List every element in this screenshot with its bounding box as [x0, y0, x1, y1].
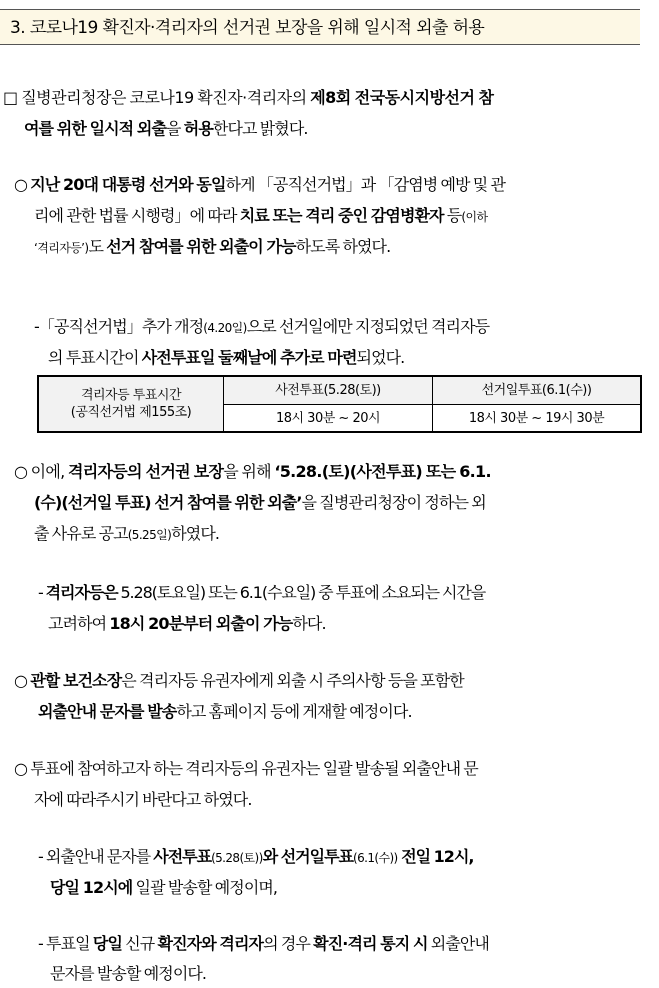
p2-line-2: (수)(선거일 투표) 선거 참여를 위한 외출’을 질병관리청장이 정하는 외: [34, 493, 486, 512]
section-header: [0, 9, 640, 45]
circle-bullet-icon: ○: [14, 671, 28, 690]
section-title: 3. 코로나19 확진자·격리자의 선거권 보장을 위해 일시적 외출 허용: [10, 18, 485, 38]
p3-line-2: 외출안내 문자를 발송하고 홈페이지 등에 게재할 예정이다.: [38, 702, 412, 721]
intro-line-1: □ 질병관리청장은 코로나19 확진자·격리자의 제8회 전국동시지방선거 참: [3, 88, 494, 107]
p4-sub2-line-2: 문자를 발송할 예정이다.: [50, 964, 207, 983]
p2-sub-line-1: - 격리자등은 5.28(토요일) 또는 6.1(수요일) 중 투표에 소요되는 시간을: [38, 583, 486, 602]
p1-sub-line-1: -「공직선거법」추가 개정(4.20일)으로 선거일에만 지정되었던 격리자등: [34, 317, 490, 336]
circle-bullet-icon: ○: [14, 175, 28, 194]
p2-line-3: 출 사유로 공고(5.25일)하였다.: [34, 524, 220, 543]
voting-hours-table: [37, 375, 642, 433]
p4-sub1-line-1: - 외출안내 문자를 사전투표(5.28(토))와 선거일투표(6.1(수)) 전일 12시,: [38, 847, 474, 866]
p1-line-3: ‘격리자등’)도 선거 참여를 위한 외출이 가능하도록 하였다.: [34, 237, 391, 256]
square-bullet-icon: □: [3, 88, 18, 107]
table-cell-election-day-hours: 18시 30분 ~ 19시 30분: [468, 410, 605, 426]
p2-line-1: ○ 이에, 격리자등의 선거권 보장을 위해 ‘5.28.(토)(사전투표) 또는 6.1.: [14, 462, 491, 481]
intro-line-2: 여를 위한 일시적 외출을 허용한다고 밝혔다.: [24, 119, 308, 138]
p2-sub-line-2: 고려하여 18시 20분부터 외출이 가능하다.: [48, 614, 326, 633]
p3-line-1: ○ 관할 보건소장은 격리자등 유권자에게 외출 시 주의사항 등을 포함한: [14, 671, 464, 690]
p1-sub-line-2: 의 투표시간이 사전투표일 둘째날에 추가로 마련되었다.: [48, 348, 405, 367]
p1-line-2: 리에 관한 법률 시행령」에 따라 치료 또는 격리 중인 감염병환자 등(이하: [34, 206, 488, 225]
p4-line-1: ○ 투표에 참여하고자 하는 격리자등의 유권자는 일괄 발송될 외출안내 문: [14, 759, 478, 778]
circle-bullet-icon: ○: [14, 759, 28, 778]
table-cell-early-voting-hours: 18시 30분 ~ 20시: [224, 405, 433, 431]
table-row-header: 격리자등 투표시간 (공직선거법 제155조): [39, 377, 224, 431]
p1-line-1: ○ 지난 20대 대통령 선거와 동일하게 「공직선거법」과 「감염병 예방 및 관: [14, 175, 506, 194]
p4-line-2: 자에 따라주시기 바란다고 하였다.: [34, 790, 252, 809]
table-col-header-election-day: 선거일투표(6.1(수)): [433, 377, 640, 405]
p4-sub2-line-1: - 투표일 당일 신규 확진자와 격리자의 경우 확진·격리 통지 시 외출안내: [38, 934, 489, 953]
circle-bullet-icon: ○: [14, 462, 28, 481]
p4-sub1-line-2: 당일 12시에 일괄 발송할 예정이며,: [50, 878, 278, 897]
table-col-header-early-voting: 사전투표(5.28(토)): [224, 377, 433, 405]
